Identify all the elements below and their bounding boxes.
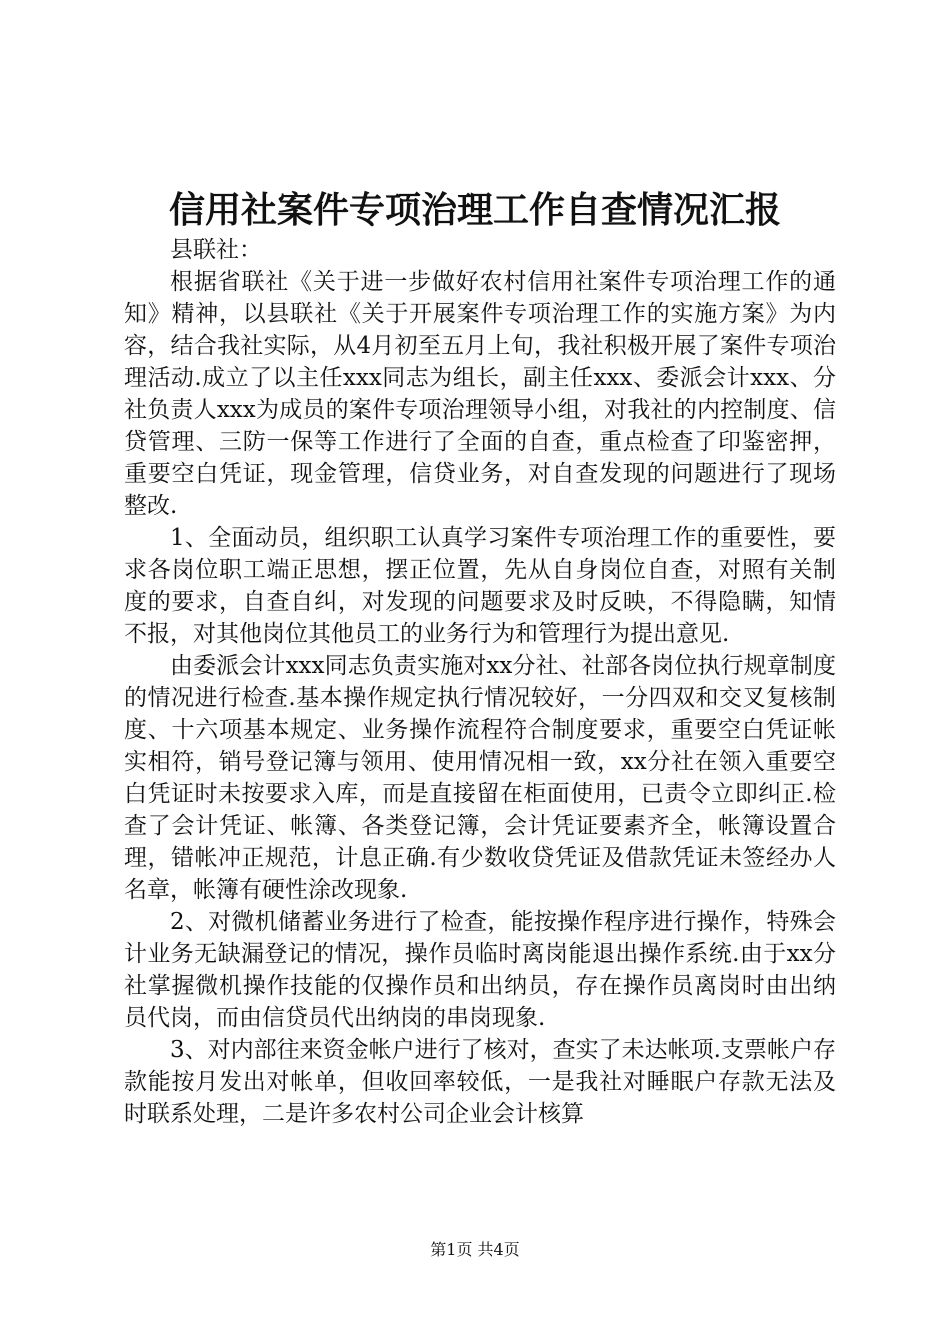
paragraph-item-2: 2、对微机储蓄业务进行了检查，能按操作程序进行操作，特殊会计业务无缺漏登记的情况，操作员临时离岗能退出操作系统.由于xx分社掌握微机操作技能的仅操作员和出纳员，存在操作员离岗时由出纳员代岗，而由信贷员代出纳岗的串岗现象. — [124, 909, 836, 1031]
paragraph-item-3: 3、对内部往来资金帐户进行了核对，查实了未达帐项.支票帐户存款能按月发出对帐单，但收回率较低，一是我社对睡眠户存款无法及时联系处理，二是许多农村公司企业会计核算 — [124, 1037, 836, 1127]
page-number-footer: 第1页 共4页 — [430, 1240, 520, 1259]
paragraph-item-1: 1、全面动员，组织职工认真学习案件专项治理工作的重要性，要求各岗位职工端正思想，摆正位置，先从自身岗位自查，对照有关制度的要求，自查自纠，对发现的问题要求及时反映，不得隐瞒，知情不报，对其他岗位其他员工的业务行为和管理行为提出意见. — [124, 525, 836, 647]
paragraph-intro: 根据省联社《关于进一步做好农村信用社案件专项治理工作的通知》精神，以县联社《关于开展案件专项治理工作的实施方案》为内容，结合我社实际，从4月初至五月上旬，我社积极开展了案件专项治理活动.成立了以主任xxx同志为组长，副主任xxx、委派会计xxx、分社负责人xxx为成员的案件专项治理领导小组，对我社的内控制度、信贷管理、三防一保等工作进行了全面的自查，重点检查了印鉴密押，重要空白凭证，现金管理，信贷业务，对自查发现的问题进行了现场整改. — [124, 269, 836, 519]
paragraph-inspection: 由委派会计xxx同志负责实施对xx分社、社部各岗位执行规章制度的情况进行检查.基本操作规定执行情况较好，一分四双和交叉复核制度、十六项基本规定、业务操作流程符合制度要求，重要空白凭证帐实相符，销号登记簿与领用、使用情况相一致，xx分社在领入重要空白凭证时未按要求入库，而是直接留在柜面使用，已责令立即纠正.检查了会计凭证、帐簿、各类登记簿，会计凭证要素齐全，帐簿设置合理，错帐冲正规范，计息正确.有少数收贷凭证及借款凭证未签经办人名章，帐簿有硬性涂改现象. — [124, 653, 836, 903]
salutation: 县联社： — [170, 237, 262, 263]
document-title: 信用社案件专项治理工作自查情况汇报 — [168, 189, 781, 231]
document-body — [124, 234, 836, 1130]
